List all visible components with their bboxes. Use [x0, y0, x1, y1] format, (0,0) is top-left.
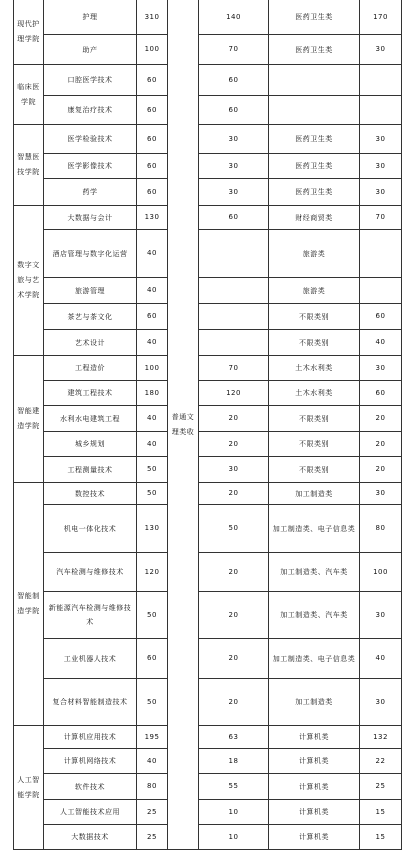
plan-total-cell: 40: [137, 432, 168, 457]
plan-sub-cell: 140: [199, 0, 269, 35]
major-cell: 旅游管理: [44, 278, 137, 304]
category-cell: 不限类别: [269, 406, 360, 432]
plan-total-cell: 40: [137, 749, 168, 774]
plan-sub-cell: 20: [199, 679, 269, 726]
plan-sub-cell: 55: [199, 774, 269, 800]
plan-sub-cell: 60: [199, 65, 269, 96]
major-cell: 新能源汽车检测与维修技术: [44, 592, 137, 639]
plan-total-cell: 40: [137, 330, 168, 356]
plan-other-cell: 30: [360, 125, 402, 154]
major-cell: 医学影像技术: [44, 154, 137, 179]
table-row: [14, 749, 402, 774]
category-cell: 医药卫生类: [269, 0, 360, 35]
category-cell: 加工制造类、电子信息类: [269, 505, 360, 553]
table-row: [14, 230, 402, 278]
plan-other-cell: 20: [360, 406, 402, 432]
plan-total-cell: 40: [137, 278, 168, 304]
plan-other-cell: 30: [360, 179, 402, 206]
college-cell: 数字文旅与艺术学院: [14, 206, 44, 356]
category-cell: 计算机类: [269, 825, 360, 850]
plan-other-cell: 30: [360, 679, 402, 726]
plan-total-cell: 60: [137, 639, 168, 679]
major-cell: 软件技术: [44, 774, 137, 800]
plan-total-cell: 100: [137, 356, 168, 381]
plan-other-cell: [360, 96, 402, 125]
college-cell: 现代护理学院: [14, 0, 44, 65]
plan-sub-cell: 70: [199, 35, 269, 65]
category-cell: 加工制造类: [269, 483, 360, 505]
category-cell: 不限类别: [269, 432, 360, 457]
category-cell: 加工制造类: [269, 679, 360, 726]
category-cell: 加工制造类、汽车类: [269, 553, 360, 592]
plan-other-cell: 30: [360, 592, 402, 639]
table-row: [14, 800, 402, 825]
table-row: [14, 406, 402, 432]
major-cell: 汽车检测与维修技术: [44, 553, 137, 592]
plan-sub-cell: 20: [199, 406, 269, 432]
plan-other-cell: 15: [360, 825, 402, 850]
major-cell: 茶艺与茶文化: [44, 304, 137, 330]
major-cell: 工程测量技术: [44, 457, 137, 483]
category-cell: [269, 65, 360, 96]
plan-sub-cell: 50: [199, 505, 269, 553]
category-cell: 计算机类: [269, 774, 360, 800]
plan-other-cell: 40: [360, 639, 402, 679]
table-row: [14, 774, 402, 800]
plan-total-cell: 60: [137, 96, 168, 125]
table-row: [14, 553, 402, 592]
table-row: [14, 179, 402, 206]
plan-sub-cell: [199, 304, 269, 330]
major-cell: 建筑工程技术: [44, 381, 137, 406]
plan-other-cell: 80: [360, 505, 402, 553]
table-row: [14, 356, 402, 381]
plan-sub-cell: 20: [199, 592, 269, 639]
major-cell: 人工智能技术应用: [44, 800, 137, 825]
plan-sub-cell: [199, 278, 269, 304]
category-cell: 计算机类: [269, 749, 360, 774]
table-row: [14, 65, 402, 96]
category-cell: 计算机类: [269, 726, 360, 749]
enroll-type-cell: 普通文理类收: [168, 0, 199, 850]
plan-total-cell: 60: [137, 125, 168, 154]
plan-total-cell: 50: [137, 592, 168, 639]
table-row: [14, 679, 402, 726]
plan-other-cell: [360, 65, 402, 96]
table-row: [14, 592, 402, 639]
major-cell: 药学: [44, 179, 137, 206]
major-cell: 艺术设计: [44, 330, 137, 356]
plan-sub-cell: 70: [199, 356, 269, 381]
college-cell: 智慧医技学院: [14, 125, 44, 206]
plan-sub-cell: [199, 230, 269, 278]
major-cell: 康复治疗技术: [44, 96, 137, 125]
major-cell: 数控技术: [44, 483, 137, 505]
table-row: [14, 35, 402, 65]
plan-total-cell: 80: [137, 774, 168, 800]
plan-sub-cell: 20: [199, 553, 269, 592]
table-row: [14, 825, 402, 850]
table-row: [14, 0, 402, 35]
table-row: [14, 206, 402, 230]
plan-other-cell: 60: [360, 381, 402, 406]
plan-other-cell: 20: [360, 457, 402, 483]
major-cell: 口腔医学技术: [44, 65, 137, 96]
plan-other-cell: [360, 230, 402, 278]
category-cell: 土木水利类: [269, 356, 360, 381]
college-cell: 人工智能学院: [14, 726, 44, 850]
category-cell: 不限类别: [269, 304, 360, 330]
plan-sub-cell: 20: [199, 639, 269, 679]
plan-total-cell: 60: [137, 65, 168, 96]
category-cell: 医药卫生类: [269, 35, 360, 65]
category-cell: 不限类别: [269, 330, 360, 356]
major-cell: 工程造价: [44, 356, 137, 381]
plan-other-cell: 25: [360, 774, 402, 800]
plan-sub-cell: 60: [199, 96, 269, 125]
category-cell: 旅游类: [269, 278, 360, 304]
plan-other-cell: 30: [360, 356, 402, 381]
category-cell: 财经商贸类: [269, 206, 360, 230]
table-row: [14, 304, 402, 330]
plan-total-cell: 60: [137, 179, 168, 206]
major-cell: 护理: [44, 0, 137, 35]
plan-total-cell: 60: [137, 304, 168, 330]
plan-other-cell: 15: [360, 800, 402, 825]
college-cell: 智能建造学院: [14, 356, 44, 483]
category-cell: 旅游类: [269, 230, 360, 278]
table-row: [14, 639, 402, 679]
plan-total-cell: 25: [137, 825, 168, 850]
plan-sub-cell: 63: [199, 726, 269, 749]
college-cell: 临床医学院: [14, 65, 44, 125]
plan-total-cell: 180: [137, 381, 168, 406]
major-cell: 计算机网络技术: [44, 749, 137, 774]
category-cell: [269, 96, 360, 125]
table-row: [14, 278, 402, 304]
table-row: [14, 726, 402, 749]
table-row: [14, 154, 402, 179]
table-row: [14, 505, 402, 553]
category-cell: 不限类别: [269, 457, 360, 483]
plan-sub-cell: 30: [199, 125, 269, 154]
admission-plan-table: [13, 0, 402, 850]
table-row: [14, 330, 402, 356]
plan-total-cell: 60: [137, 154, 168, 179]
plan-other-cell: 22: [360, 749, 402, 774]
plan-other-cell: 30: [360, 154, 402, 179]
plan-total-cell: 40: [137, 230, 168, 278]
plan-total-cell: 25: [137, 800, 168, 825]
major-cell: 医学检验技术: [44, 125, 137, 154]
plan-total-cell: 310: [137, 0, 168, 35]
plan-sub-cell: [199, 330, 269, 356]
plan-total-cell: 120: [137, 553, 168, 592]
plan-other-cell: 60: [360, 304, 402, 330]
plan-other-cell: 20: [360, 432, 402, 457]
table-row: [14, 96, 402, 125]
table-row: [14, 457, 402, 483]
plan-other-cell: 70: [360, 206, 402, 230]
category-cell: 土木水利类: [269, 381, 360, 406]
major-cell: 工业机器人技术: [44, 639, 137, 679]
table-row: [14, 381, 402, 406]
college-cell: 智能制造学院: [14, 483, 44, 726]
plan-total-cell: 40: [137, 406, 168, 432]
plan-other-cell: 132: [360, 726, 402, 749]
category-cell: 加工制造类、汽车类: [269, 592, 360, 639]
major-cell: 大数据与会计: [44, 206, 137, 230]
major-cell: 复合材料智能制造技术: [44, 679, 137, 726]
plan-sub-cell: 30: [199, 457, 269, 483]
plan-sub-cell: 20: [199, 432, 269, 457]
table-row: [14, 483, 402, 505]
plan-sub-cell: 30: [199, 154, 269, 179]
plan-other-cell: 170: [360, 0, 402, 35]
plan-sub-cell: 20: [199, 483, 269, 505]
plan-other-cell: 100: [360, 553, 402, 592]
major-cell: 机电一体化技术: [44, 505, 137, 553]
plan-sub-cell: 60: [199, 206, 269, 230]
plan-other-cell: 30: [360, 35, 402, 65]
plan-total-cell: 50: [137, 679, 168, 726]
plan-total-cell: 130: [137, 206, 168, 230]
major-cell: 大数据技术: [44, 825, 137, 850]
major-cell: 城乡规划: [44, 432, 137, 457]
plan-total-cell: 50: [137, 483, 168, 505]
plan-sub-cell: 30: [199, 179, 269, 206]
plan-total-cell: 50: [137, 457, 168, 483]
plan-total-cell: 195: [137, 726, 168, 749]
plan-total-cell: 100: [137, 35, 168, 65]
plan-sub-cell: 10: [199, 800, 269, 825]
plan-sub-cell: 18: [199, 749, 269, 774]
major-cell: 水利水电建筑工程: [44, 406, 137, 432]
category-cell: 医药卫生类: [269, 179, 360, 206]
plan-total-cell: 130: [137, 505, 168, 553]
category-cell: 计算机类: [269, 800, 360, 825]
major-cell: 计算机应用技术: [44, 726, 137, 749]
plan-sub-cell: 10: [199, 825, 269, 850]
category-cell: 医药卫生类: [269, 154, 360, 179]
table-row: [14, 125, 402, 154]
major-cell: 酒店管理与数字化运营: [44, 230, 137, 278]
plan-sub-cell: 120: [199, 381, 269, 406]
table-row: [14, 432, 402, 457]
plan-other-cell: 30: [360, 483, 402, 505]
plan-other-cell: 40: [360, 330, 402, 356]
category-cell: 加工制造类、电子信息类: [269, 639, 360, 679]
major-cell: 助产: [44, 35, 137, 65]
category-cell: 医药卫生类: [269, 125, 360, 154]
plan-other-cell: [360, 278, 402, 304]
